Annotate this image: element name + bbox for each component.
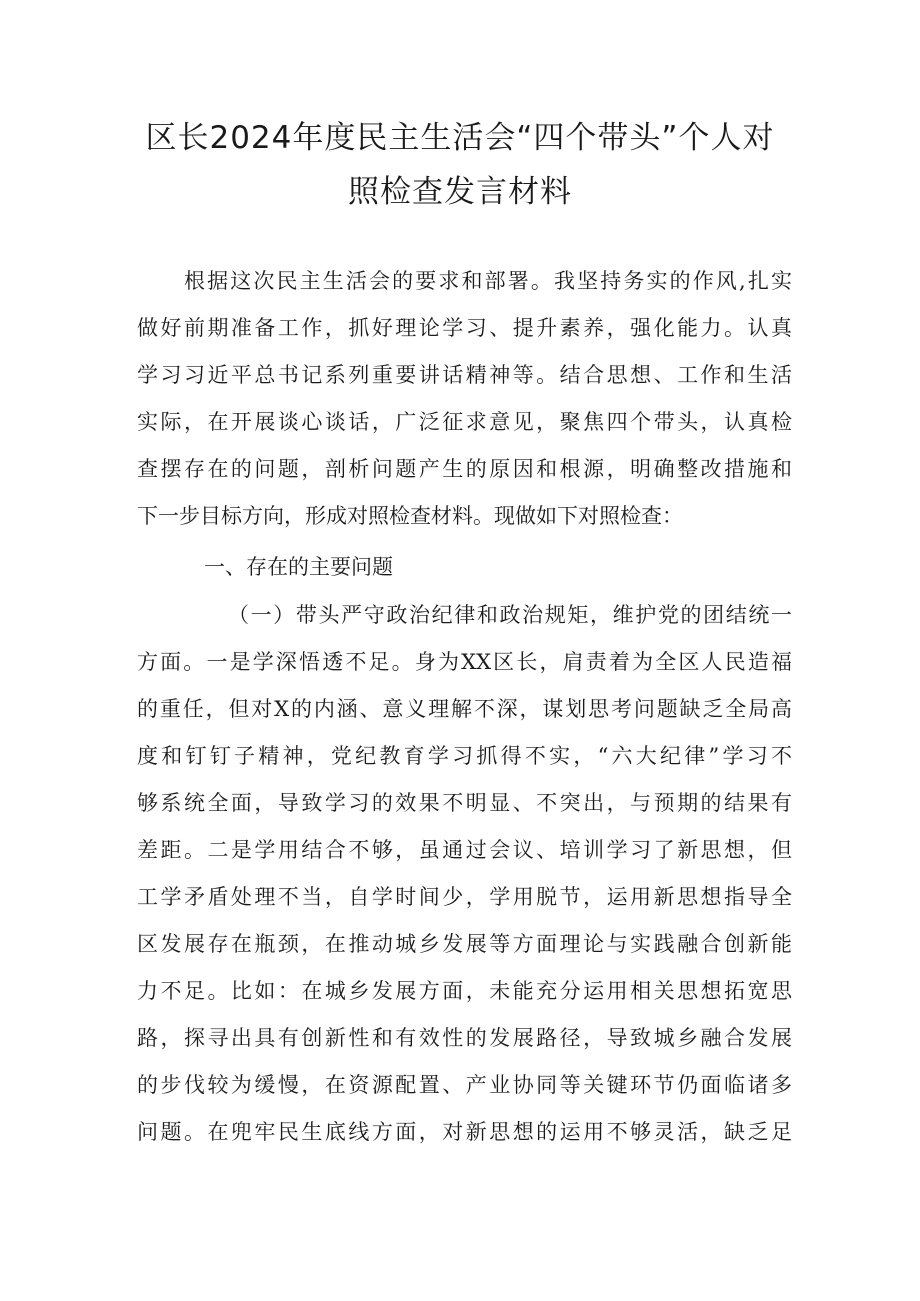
body-line-9: 力不足。比如：在城乡发展方面，未能充分运用相关思想拓宽思: [137, 979, 792, 1003]
intro-line-2: 做好前期准备工作，抓好理论学习、提升素养，强化能力。认真: [137, 316, 792, 340]
body-line-1: （一）带头严守政治纪律和政治规矩，维护党的团结统一: [228, 603, 792, 627]
intro-line-6: 下一步目标方向，形成对照检查材料。现做如下对照检查：: [137, 504, 683, 528]
body-line-12: 问题。在兜牢民生底线方面，对新思想的运用不够灵活，缺乏足: [137, 1120, 792, 1144]
body-line-4: 度和钉钉子精神，党纪教育学习抓得不实，“六大纪律”学习不: [137, 744, 792, 768]
document-title-line-1: 区长2024年度民主生活会“四个带头”个人对: [145, 120, 775, 156]
body-line-10: 路，探寻出具有创新性和有效性的发展路径，导致城乡融合发展: [137, 1026, 792, 1050]
intro-line-4: 实际，在开展谈心谈话，广泛征求意见，聚焦四个带头，认真检: [137, 410, 792, 434]
body-line-11: 的步伐较为缓慢，在资源配置、产业协同等关键环节仍面临诸多: [137, 1073, 792, 1097]
intro-line-3: 学习习近平总书记系列重要讲话精神等。结合思想、工作和生活: [137, 363, 792, 387]
body-line-8: 区发展存在瓶颈，在推动城乡发展等方面理论与实践融合创新能: [137, 932, 792, 956]
section-heading: 一、存在的主要问题: [204, 555, 393, 579]
body-line-7: 工学矛盾处理不当，自学时间少，学用脱节，运用新思想指导全: [137, 885, 792, 909]
body-line-2: 方面。一是学深悟透不足。身为XX区长，肩责着为全区人民造福: [137, 650, 792, 674]
intro-line-1: 根据这次民主生活会的要求和部署。我坚持务实的作风,扎实: [184, 269, 792, 293]
document-title-line-2: 照检查发言材料: [348, 174, 572, 210]
body-line-5: 够系统全面，导致学习的效果不明显、不突出，与预期的结果有: [137, 791, 792, 815]
body-line-3: 的重任，但对X的内涵、意义理解不深，谋划思考问题缺乏全局高: [137, 697, 792, 721]
body-line-6: 差距。二是学用结合不够，虽通过会议、培训学习了新思想，但: [137, 838, 792, 862]
intro-line-5: 查摆存在的问题，剖析问题产生的原因和根源，明确整改措施和: [137, 457, 792, 481]
